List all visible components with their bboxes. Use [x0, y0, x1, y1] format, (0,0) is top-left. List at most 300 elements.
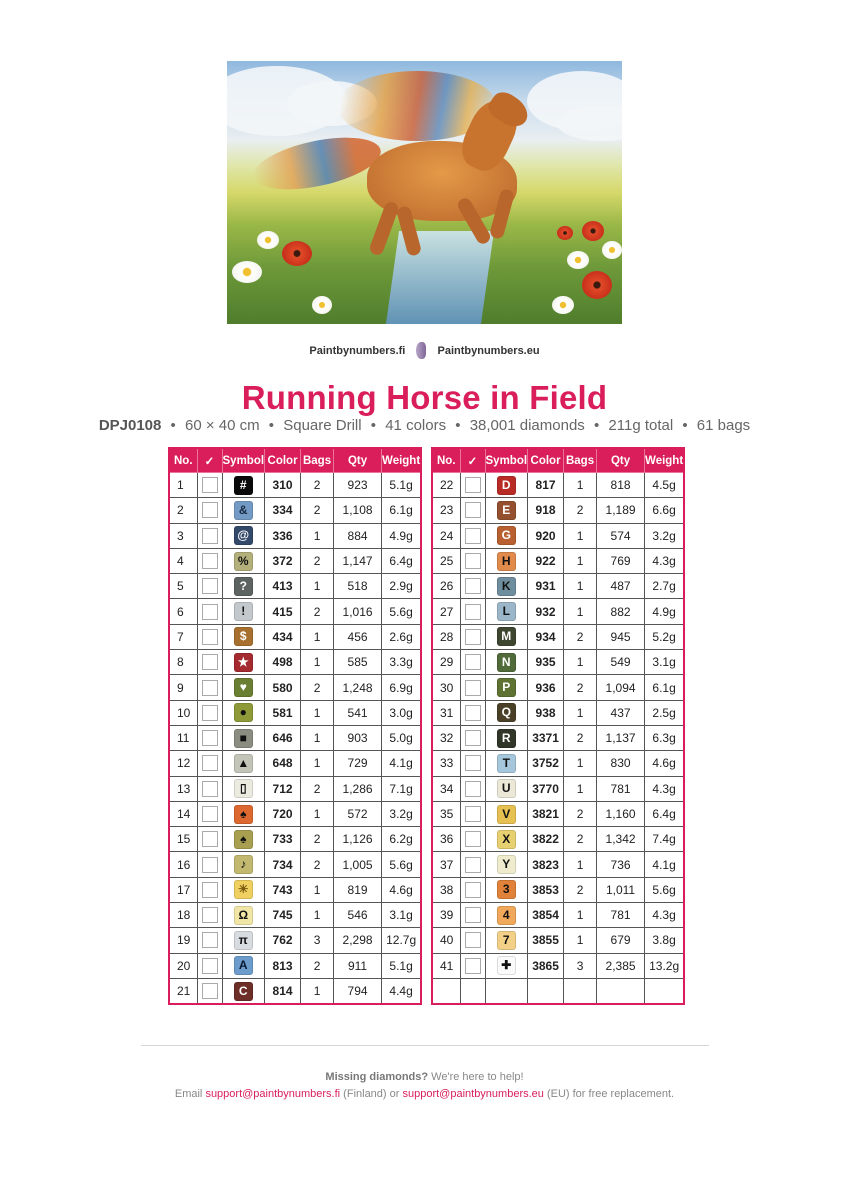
header-bags: Bags — [564, 448, 597, 473]
symbol-swatch-icon: K — [497, 577, 516, 596]
row-number: 18 — [169, 903, 197, 928]
done-checkbox[interactable] — [465, 654, 481, 670]
weight: 4.1g — [645, 852, 685, 877]
done-checkbox[interactable] — [202, 680, 218, 696]
symbol-cell — [485, 725, 528, 750]
done-checkbox[interactable] — [465, 806, 481, 822]
quantity: 1,160 — [597, 801, 645, 826]
table-row — [169, 675, 421, 700]
quantity: 781 — [597, 903, 645, 928]
checkbox-cell[interactable] — [460, 877, 485, 902]
weight: 5.0g — [382, 725, 422, 750]
header-symbol: Symbol — [222, 448, 265, 473]
bag-count: 1 — [564, 599, 597, 624]
weight: 4.3g — [645, 548, 685, 573]
dmc-color-code: 934 — [528, 624, 564, 649]
dmc-color-code: 581 — [265, 700, 301, 725]
done-checkbox[interactable] — [465, 932, 481, 948]
email-mid: (Finland) or — [340, 1088, 403, 1100]
color-count: 41 colors — [385, 417, 447, 434]
weight: 3.1g — [382, 903, 422, 928]
symbol-swatch-icon: & — [234, 501, 253, 520]
header-color: Color — [265, 448, 301, 473]
separator: • — [170, 417, 176, 434]
checkbox-cell[interactable] — [197, 953, 222, 978]
done-checkbox[interactable] — [202, 477, 218, 493]
done-checkbox[interactable] — [465, 831, 481, 847]
quantity: 818 — [597, 473, 645, 498]
symbol-swatch-icon: N — [497, 653, 516, 672]
symbol-swatch-icon: ♥ — [234, 678, 253, 697]
table-row — [169, 751, 421, 776]
symbol-swatch-icon: 4 — [497, 906, 516, 925]
separator: • — [370, 417, 377, 434]
table-row — [169, 776, 421, 801]
header-qty: Qty — [597, 448, 645, 473]
weight: 4.1g — [382, 751, 422, 776]
weight: 3.8g — [645, 928, 685, 953]
done-checkbox[interactable] — [202, 578, 218, 594]
checkbox-cell[interactable] — [197, 801, 222, 826]
symbol-cell — [222, 903, 265, 928]
product-code: DPJ0108 — [98, 417, 162, 434]
table-row — [169, 700, 421, 725]
checkbox-cell[interactable] — [460, 473, 485, 498]
symbol-cell — [485, 574, 528, 599]
checkbox-cell[interactable] — [197, 523, 222, 548]
row-number: 31 — [432, 700, 460, 725]
done-checkbox[interactable] — [465, 553, 481, 569]
bag-count: 3 — [301, 928, 334, 953]
checkbox-cell[interactable] — [460, 776, 485, 801]
quantity: 487 — [597, 574, 645, 599]
quantity: 2,298 — [334, 928, 382, 953]
dmc-color-code: 3854 — [528, 903, 564, 928]
symbol-cell — [485, 751, 528, 776]
row-number: 40 — [432, 928, 460, 953]
row-number: 36 — [432, 827, 460, 852]
weight: 12.7g — [382, 928, 422, 953]
checkbox-cell[interactable] — [197, 877, 222, 902]
done-checkbox[interactable] — [202, 528, 218, 544]
quantity: 769 — [597, 548, 645, 573]
checkbox-cell[interactable] — [197, 599, 222, 624]
table-row — [169, 574, 421, 599]
dmc-color-code: 3752 — [528, 751, 564, 776]
row-number: 13 — [169, 776, 197, 801]
done-checkbox[interactable] — [202, 629, 218, 645]
quantity: 1,011 — [597, 877, 645, 902]
quantity: 830 — [597, 751, 645, 776]
symbol-swatch-icon: Y — [497, 855, 516, 874]
symbol-cell — [485, 877, 528, 902]
table-row — [432, 776, 684, 801]
weight: 6.9g — [382, 675, 422, 700]
quantity: 911 — [334, 953, 382, 978]
bag-count: 1 — [301, 624, 334, 649]
checkbox-cell[interactable] — [197, 978, 222, 1004]
done-checkbox[interactable] — [465, 477, 481, 493]
quantity: 945 — [597, 624, 645, 649]
symbol-cell — [222, 725, 265, 750]
symbol-swatch-icon: U — [497, 779, 516, 798]
done-checkbox[interactable] — [465, 781, 481, 797]
dmc-color-code: 817 — [528, 473, 564, 498]
table-row — [169, 473, 421, 498]
dmc-color-code: 3865 — [528, 953, 564, 978]
checkbox-cell[interactable] — [197, 725, 222, 750]
checkbox-cell[interactable] — [197, 700, 222, 725]
table-row — [432, 725, 684, 750]
dmc-color-code: 3823 — [528, 852, 564, 877]
quantity: 794 — [334, 978, 382, 1004]
bag-count: 1 — [301, 903, 334, 928]
checkbox-cell[interactable] — [197, 473, 222, 498]
dmc-color-code: 733 — [265, 827, 301, 852]
symbol-cell — [485, 852, 528, 877]
dmc-color-code: 734 — [265, 852, 301, 877]
table-row — [432, 548, 684, 573]
separator: • — [682, 417, 688, 434]
table-row — [169, 928, 421, 953]
checkbox-cell[interactable] — [460, 928, 485, 953]
row-number: 16 — [169, 852, 197, 877]
dmc-color-code: 648 — [265, 751, 301, 776]
bag-count: 1 — [301, 650, 334, 675]
symbol-cell — [222, 852, 265, 877]
row-number: 23 — [432, 498, 460, 523]
symbol-swatch-icon: R — [497, 729, 516, 748]
checkbox-cell[interactable] — [460, 523, 485, 548]
done-checkbox[interactable] — [465, 907, 481, 923]
bag-count: 2 — [564, 827, 597, 852]
symbol-swatch-icon: Q — [497, 703, 516, 722]
row-number: 33 — [432, 751, 460, 776]
quantity: 729 — [334, 751, 382, 776]
checkbox-cell[interactable] — [197, 903, 222, 928]
quantity: 2,385 — [597, 953, 645, 978]
quantity: 585 — [334, 650, 382, 675]
row-number: 41 — [432, 953, 460, 978]
done-checkbox[interactable] — [465, 730, 481, 746]
canvas-size: 60 × 40 cm — [184, 417, 260, 434]
weight: 5.1g — [382, 953, 422, 978]
symbol-swatch-icon: D — [497, 476, 516, 495]
done-checkbox[interactable] — [202, 730, 218, 746]
row-number: 34 — [432, 776, 460, 801]
quantity: 572 — [334, 801, 382, 826]
checkbox-cell[interactable] — [197, 498, 222, 523]
drill-type: Square Drill — [283, 417, 362, 434]
done-checkbox[interactable] — [202, 857, 218, 873]
row-number: 6 — [169, 599, 197, 624]
dmc-color-code: 712 — [265, 776, 301, 801]
table-row — [432, 928, 684, 953]
quantity: 1,137 — [597, 725, 645, 750]
color-legend-table-left — [168, 447, 422, 1005]
symbol-swatch-icon: ✚ — [497, 956, 516, 975]
weight: 3.2g — [382, 801, 422, 826]
email-prefix: Email — [174, 1088, 206, 1100]
row-number: 37 — [432, 852, 460, 877]
done-checkbox[interactable] — [465, 958, 481, 974]
email-link-eu[interactable]: support@paintbynumbers.eu — [402, 1088, 544, 1100]
done-checkbox[interactable] — [202, 806, 218, 822]
symbol-cell — [485, 498, 528, 523]
done-checkbox[interactable] — [465, 857, 481, 873]
checkbox-cell[interactable] — [460, 498, 485, 523]
symbol-swatch-icon: π — [234, 931, 253, 950]
checkbox-cell[interactable] — [460, 751, 485, 776]
weight: 6.3g — [645, 725, 685, 750]
table-row — [432, 877, 684, 902]
dmc-color-code: 580 — [265, 675, 301, 700]
symbol-swatch-icon: ▲ — [234, 754, 253, 773]
row-number: 12 — [169, 751, 197, 776]
checkbox-cell[interactable] — [197, 928, 222, 953]
row-number: 15 — [169, 827, 197, 852]
checkbox-cell[interactable] — [460, 624, 485, 649]
brand-eu: Paintbynumbers.eu — [437, 344, 540, 357]
checkbox-cell[interactable] — [197, 675, 222, 700]
quantity: 437 — [597, 700, 645, 725]
row-number: 26 — [432, 574, 460, 599]
weight: 7.1g — [382, 776, 422, 801]
done-checkbox[interactable] — [202, 882, 218, 898]
quantity: 1,108 — [334, 498, 382, 523]
checkbox-cell[interactable] — [197, 776, 222, 801]
table-row — [432, 473, 684, 498]
weight: 4.9g — [382, 523, 422, 548]
checkbox-cell — [460, 978, 485, 1004]
help-text: We're here to help! — [428, 1071, 524, 1083]
bag-count: 1 — [564, 523, 597, 548]
row-number: 5 — [169, 574, 197, 599]
table-row — [432, 675, 684, 700]
symbol-cell — [485, 953, 528, 978]
symbol-cell — [222, 473, 265, 498]
symbol-swatch-icon: % — [234, 552, 253, 571]
bag-count: 1 — [564, 903, 597, 928]
dmc-color-code: 720 — [265, 801, 301, 826]
header-weight: Weight — [382, 448, 422, 473]
symbol-swatch-icon: L — [497, 602, 516, 621]
row-number: 30 — [432, 675, 460, 700]
row-number: 35 — [432, 801, 460, 826]
table-row — [432, 498, 684, 523]
done-checkbox[interactable] — [202, 654, 218, 670]
email-link-fi[interactable]: support@paintbynumbers.fi — [205, 1088, 341, 1100]
bag-count: 1 — [301, 700, 334, 725]
quantity: 1,094 — [597, 675, 645, 700]
symbol-cell — [222, 700, 265, 725]
symbol-cell — [485, 776, 528, 801]
weight: 7.4g — [645, 827, 685, 852]
symbol-swatch-icon: ? — [234, 577, 253, 596]
header-no: No. — [432, 448, 460, 473]
checkbox-cell[interactable] — [460, 675, 485, 700]
dmc-color-code: 336 — [265, 523, 301, 548]
done-checkbox[interactable] — [465, 755, 481, 771]
bag-count: 1 — [301, 877, 334, 902]
done-checkbox[interactable] — [202, 907, 218, 923]
row-number: 25 — [432, 548, 460, 573]
checkbox-cell[interactable] — [197, 574, 222, 599]
bag-count: 2 — [301, 599, 334, 624]
quantity: 1,005 — [334, 852, 382, 877]
done-checkbox[interactable] — [202, 781, 218, 797]
symbol-cell — [222, 928, 265, 953]
checkbox-cell[interactable] — [197, 852, 222, 877]
quantity: 819 — [334, 877, 382, 902]
weight: 3.0g — [382, 700, 422, 725]
row-number: 20 — [169, 953, 197, 978]
checkbox-cell[interactable] — [460, 903, 485, 928]
bag-count: 1 — [301, 801, 334, 826]
quantity: 541 — [334, 700, 382, 725]
bag-count: 2 — [564, 624, 597, 649]
checkbox-cell[interactable] — [460, 599, 485, 624]
bag-count: 2 — [301, 473, 334, 498]
symbol-cell — [485, 473, 528, 498]
done-checkbox[interactable] — [202, 604, 218, 620]
quantity: 574 — [597, 523, 645, 548]
symbol-swatch-icon: X — [497, 830, 516, 849]
bag-count: 2 — [301, 953, 334, 978]
checkbox-cell[interactable] — [197, 624, 222, 649]
symbol-cell — [222, 599, 265, 624]
checkbox-cell[interactable] — [197, 751, 222, 776]
table-row — [169, 498, 421, 523]
checkbox-cell[interactable] — [460, 700, 485, 725]
row-number: 22 — [432, 473, 460, 498]
checkbox-cell[interactable] — [197, 548, 222, 573]
separator: • — [593, 417, 600, 434]
symbol-swatch-icon: @ — [234, 526, 253, 545]
checkbox-cell[interactable] — [460, 574, 485, 599]
symbol-cell — [485, 903, 528, 928]
bag-count: 1 — [564, 548, 597, 573]
row-number: 7 — [169, 624, 197, 649]
dmc-color-code: 413 — [265, 574, 301, 599]
bag-count: 2 — [301, 548, 334, 573]
done-checkbox[interactable] — [465, 629, 481, 645]
symbol-cell — [222, 675, 265, 700]
done-checkbox[interactable] — [202, 831, 218, 847]
checkbox-cell[interactable] — [460, 548, 485, 573]
done-checkbox[interactable] — [465, 705, 481, 721]
done-checkbox[interactable] — [202, 553, 218, 569]
table-row — [169, 650, 421, 675]
bag-count: 1 — [301, 523, 334, 548]
row-number: 39 — [432, 903, 460, 928]
bag-count: 2 — [564, 725, 597, 750]
dmc-color-code: 814 — [265, 978, 301, 1004]
checkbox-cell[interactable] — [197, 650, 222, 675]
quantity: 1,147 — [334, 548, 382, 573]
checkbox-cell[interactable] — [460, 725, 485, 750]
done-checkbox[interactable] — [202, 932, 218, 948]
symbol-swatch-icon: # — [234, 476, 253, 495]
dmc-color-code: 745 — [265, 903, 301, 928]
symbol-cell — [485, 523, 528, 548]
bag-count: 1 — [301, 978, 334, 1004]
weight: 6.2g — [382, 827, 422, 852]
symbol-cell — [485, 675, 528, 700]
quantity: 1,189 — [597, 498, 645, 523]
weight: 2.6g — [382, 624, 422, 649]
row-number: 29 — [432, 650, 460, 675]
weight: 3.3g — [382, 650, 422, 675]
symbol-swatch-icon: Ω — [234, 906, 253, 925]
dmc-color-code: 415 — [265, 599, 301, 624]
done-checkbox[interactable] — [465, 578, 481, 594]
done-checkbox[interactable] — [465, 882, 481, 898]
symbol-cell — [222, 953, 265, 978]
symbol-swatch-icon: A — [234, 956, 253, 975]
quantity: 882 — [597, 599, 645, 624]
row-number: 21 — [169, 978, 197, 1004]
done-checkbox[interactable] — [465, 680, 481, 696]
weight: 4.5g — [645, 473, 685, 498]
bag-count: 1 — [301, 574, 334, 599]
symbol-swatch-icon: ♠ — [234, 805, 253, 824]
quantity: 1,286 — [334, 776, 382, 801]
help-heading: Missing diamonds? — [325, 1071, 429, 1083]
symbol-cell — [485, 548, 528, 573]
checkbox-cell[interactable] — [460, 953, 485, 978]
checkbox-cell[interactable] — [460, 801, 485, 826]
dmc-color-code: 498 — [265, 650, 301, 675]
weight: 5.1g — [382, 473, 422, 498]
table-row — [169, 903, 421, 928]
symbol-cell — [485, 624, 528, 649]
bag-count — [564, 978, 597, 1004]
checkbox-cell[interactable] — [460, 852, 485, 877]
symbol-swatch-icon: ● — [234, 703, 253, 722]
checkbox-cell[interactable] — [460, 827, 485, 852]
product-meta — [0, 417, 849, 434]
quantity: 781 — [597, 776, 645, 801]
done-checkbox[interactable] — [465, 502, 481, 518]
diamond-count: 38,001 diamonds — [469, 417, 585, 434]
done-checkbox[interactable] — [202, 502, 218, 518]
done-checkbox[interactable] — [465, 604, 481, 620]
done-checkbox[interactable] — [202, 958, 218, 974]
done-checkbox[interactable] — [465, 528, 481, 544]
row-number: 14 — [169, 801, 197, 826]
done-checkbox[interactable] — [202, 983, 218, 999]
symbol-cell — [222, 751, 265, 776]
done-checkbox[interactable] — [202, 755, 218, 771]
table-row — [432, 953, 684, 978]
checkbox-cell[interactable] — [197, 827, 222, 852]
bag-count: 2 — [564, 877, 597, 902]
table-row — [169, 978, 421, 1004]
table-row — [432, 599, 684, 624]
symbol-swatch-icon: ■ — [234, 729, 253, 748]
header-check: ✓ — [460, 448, 485, 473]
row-number: 11 — [169, 725, 197, 750]
weight: 6.4g — [382, 548, 422, 573]
email-suffix: (EU) for free replacement. — [543, 1088, 675, 1100]
done-checkbox[interactable] — [202, 705, 218, 721]
table-row — [169, 548, 421, 573]
checkbox-cell[interactable] — [460, 650, 485, 675]
dmc-color-code: 372 — [265, 548, 301, 573]
row-number: 24 — [432, 523, 460, 548]
bag-count: 1 — [564, 751, 597, 776]
